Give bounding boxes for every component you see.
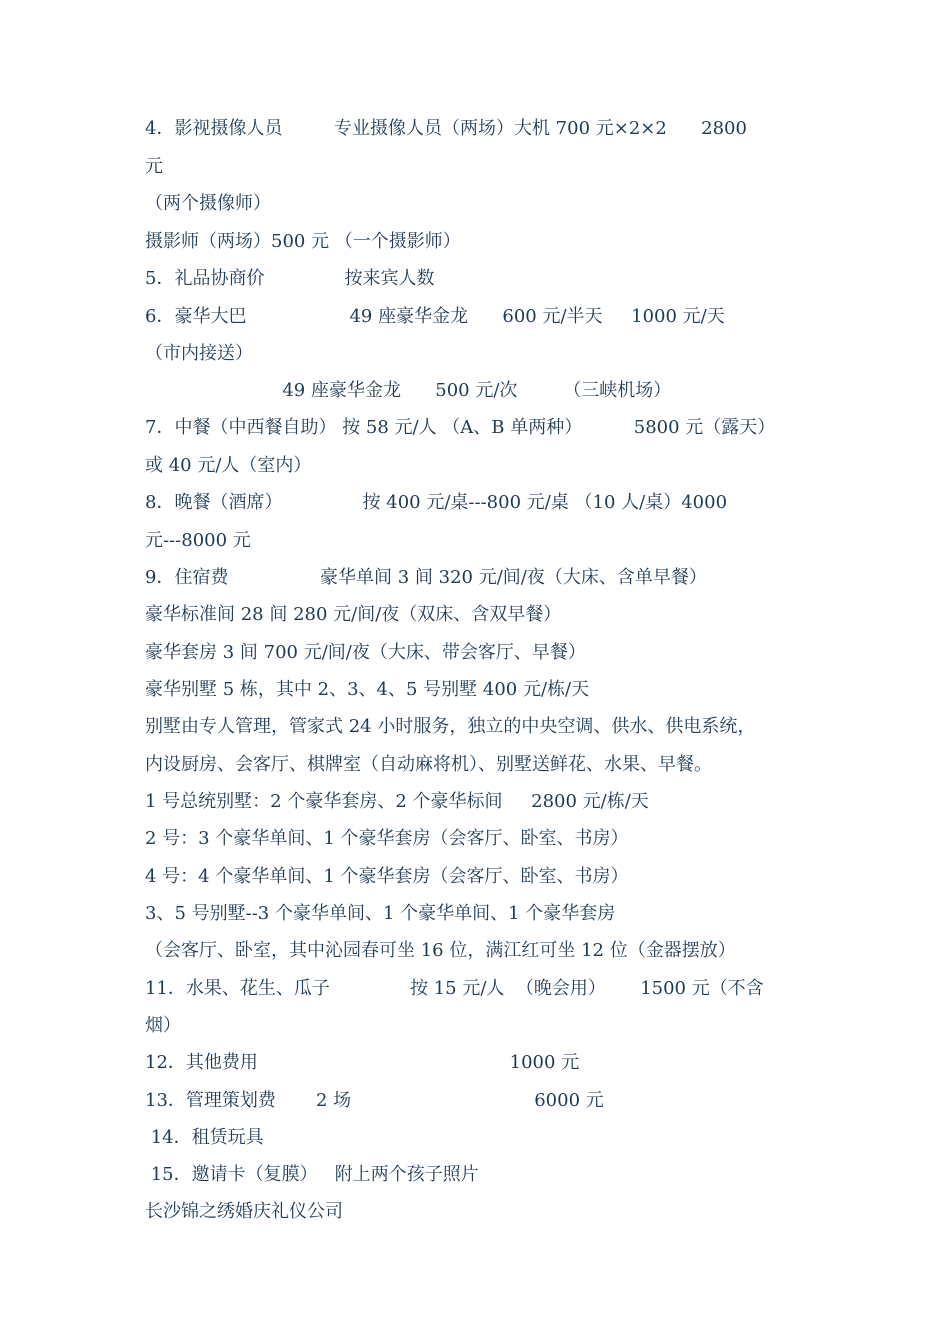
text-line: 8．晚餐（酒席） 按 400 元/桌---800 元/桌 （10 人/桌）4000	[145, 492, 728, 513]
text-line: 元---8000 元	[145, 530, 251, 551]
text-line: 4 号：4 个豪华单间、1 个豪华套房（会客厅、卧室、书房）	[145, 866, 629, 887]
text-line: （会客厅、卧室，其中沁园春可坐 16 位，满江红可坐 12 位（金器摆放）	[145, 940, 736, 961]
text-line: 长沙锦之绣婚庆礼仪公司	[145, 1201, 343, 1222]
text-line: 摄影师（两场）500 元 （一个摄影师）	[145, 231, 461, 252]
text-line: 烟）	[145, 1015, 181, 1036]
text-line: 2 号：3 个豪华单间、1 个豪华套房（会客厅、卧室、书房）	[145, 828, 629, 849]
text-line: （市内接送）	[145, 343, 253, 364]
text-line: 豪华套房 3 间 700 元/间/夜（大床、带会客厅、早餐）	[145, 642, 586, 663]
text-line: 6．豪华大巴 49 座豪华金龙 600 元/半天 1000 元/天	[145, 306, 725, 327]
text-line: 5．礼品协商价 按来宾人数	[145, 268, 435, 289]
text-line: 元	[145, 156, 163, 177]
text-line: 别墅由专人管理，管家式 24 小时服务，独立的中央空调、供水、供电系统，	[145, 716, 756, 737]
text-line: 豪华别墅 5 栋，其中 2、3、4、5 号别墅 400 元/栋/天	[145, 679, 590, 700]
text-line: 12．其他费用 1000 元	[145, 1052, 580, 1073]
text-line: 豪华标准间 28 间 280 元/间/夜（双床、含双早餐）	[145, 604, 562, 625]
text-line: 9．住宿费 豪华单间 3 间 320 元/间/夜（大床、含单早餐）	[145, 567, 707, 588]
text-line: 13．管理策划费 2 场 6000 元	[145, 1090, 604, 1111]
text-line: 14．租赁玩具	[145, 1127, 264, 1148]
text-line: 或 40 元/人（室内）	[145, 455, 312, 476]
text-line: 11．水果、花生、瓜子 按 15 元/人 （晚会用） 1500 元（不含	[145, 978, 764, 999]
text-line: 内设厨房、会客厅、棋牌室（自动麻将机）、别墅送鲜花、水果、早餐。	[145, 754, 712, 775]
text-line: 49 座豪华金龙 500 元/次 （三峡机场）	[145, 380, 672, 401]
text-line: 3、5 号别墅--3 个豪华单间、1 个豪华单间、1 个豪华套房	[145, 903, 616, 924]
text-line: 4．影视摄像人员 专业摄像人员（两场）大机 700 元×2×2 2800	[145, 118, 747, 139]
text-line: 7．中餐（中西餐自助） 按 58 元/人 （A、B 单两种） 5800 元（露天）	[145, 417, 776, 438]
text-line: （两个摄像师）	[145, 193, 271, 214]
text-line: 15．邀请卡（复膜） 附上两个孩子照片	[145, 1164, 479, 1185]
text-line: 1 号总统别墅：2 个豪华套房、2 个豪华标间 2800 元/栋/天	[145, 791, 649, 812]
